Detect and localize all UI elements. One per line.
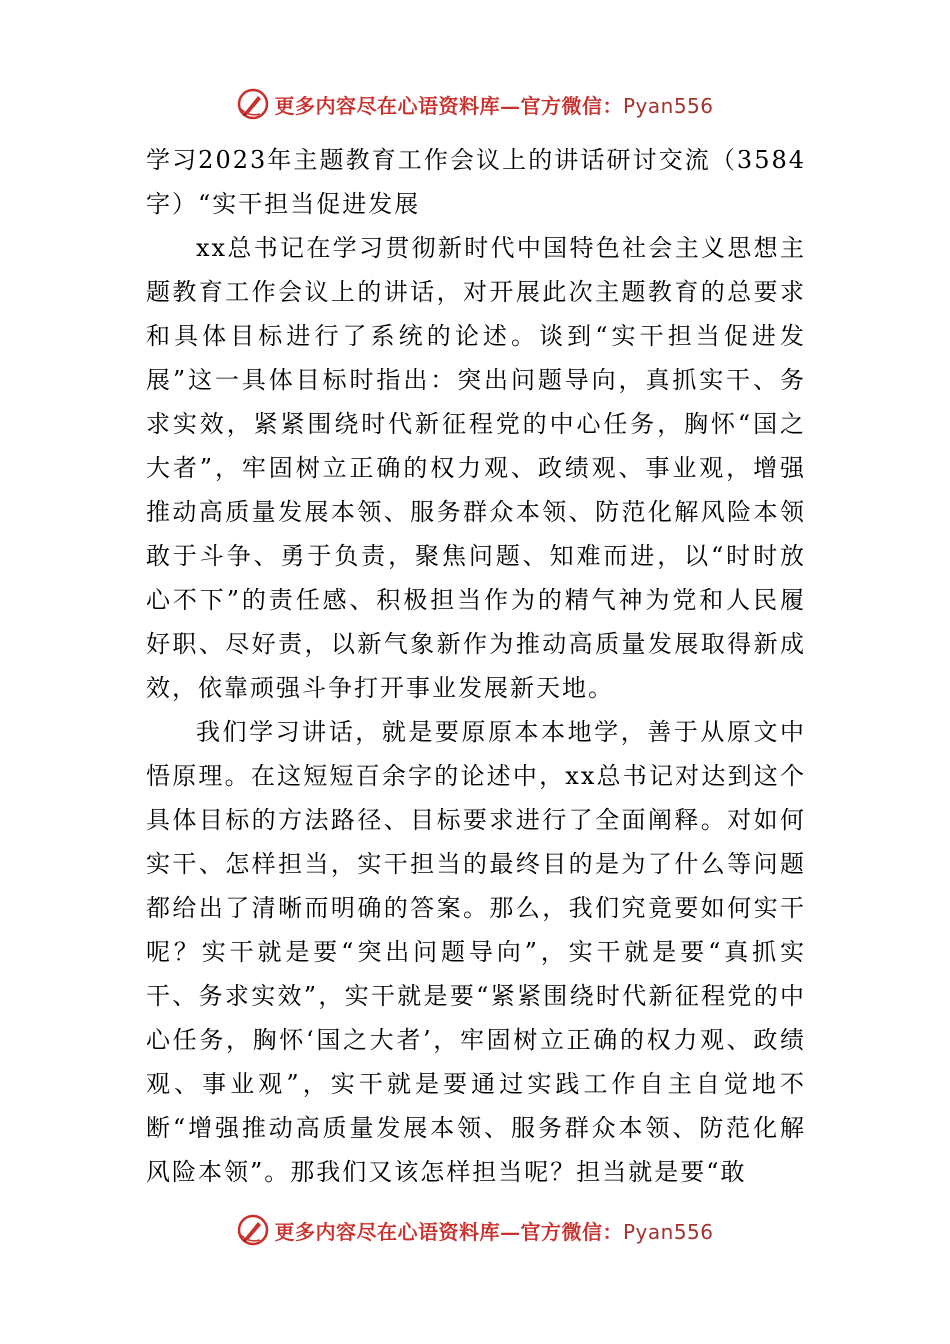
- document-body: [146, 138, 806, 1194]
- paragraph-1: xx总书记在学习贯彻新时代中国特色社会主义思想主题教育工作会议上的讲话，对开展此次主题教育的总要求和具体目标进行了系统的论述。谈到“实干担当促进发展”这一具体目标时指出：突出问题导向，真抓实干、务求实效，紧紧围绕时代新征程党的中心任务，胸怀“国之大者”，牢固树立正确的权力观、政绩观、事业观，增强推动高质量发展本领、服务群众本领、防范化解风险本领敢于斗争、勇于负责，聚焦问题、知难而进，以“时时放心不下”的责任感、积极担当作为的精气神为党和人民履好职、尽好责，以新气象新作为推动高质量发展取得新成效，依靠顽强斗争打开事业发展新天地。: [146, 234, 806, 702]
- document-title: 学习2023年主题教育工作会议上的讲话研讨交流（3584字）“实干担当促进发展: [146, 146, 806, 218]
- footer-banner: [0, 1210, 950, 1250]
- header-banner: [0, 84, 950, 124]
- paragraph-2: 我们学习讲话，就是要原原本本地学，善于从原文中悟原理。在这短短百余字的论述中，xx总书记对达到这个具体目标的方法路径、目标要求进行了全面阐释。对如何实干、怎样担当，实干担当的最终目的是为了什么等问题都给出了清晰而明确的答案。那么，我们究竟要如何实干呢？实干就是要“突出问题导向”，实干就是要“真抓实干、务求实效”，实干就是要“紧紧围绕时代新征程党的中心任务，胸怀‘国之大者’，牢固树立正确的权力观、政绩观、事业观”，实干就是要通过实践工作自主自觉地不断“增强推动高质量发展本领、服务群众本领、防范化解风险本领”。那我们又该怎样担当呢？担当就是要“敢: [146, 718, 806, 1186]
- banner-text: 更多内容尽在心语资料库—官方微信：Pyan556: [274, 93, 714, 118]
- wechat-id: Pyan556: [622, 1219, 714, 1244]
- banner-text: 更多内容尽在心语资料库—官方微信：Pyan556: [274, 1219, 714, 1244]
- wechat-id: Pyan556: [622, 93, 714, 118]
- pen-circle-logo-icon: [236, 1213, 270, 1247]
- pen-circle-logo-icon: [236, 87, 270, 121]
